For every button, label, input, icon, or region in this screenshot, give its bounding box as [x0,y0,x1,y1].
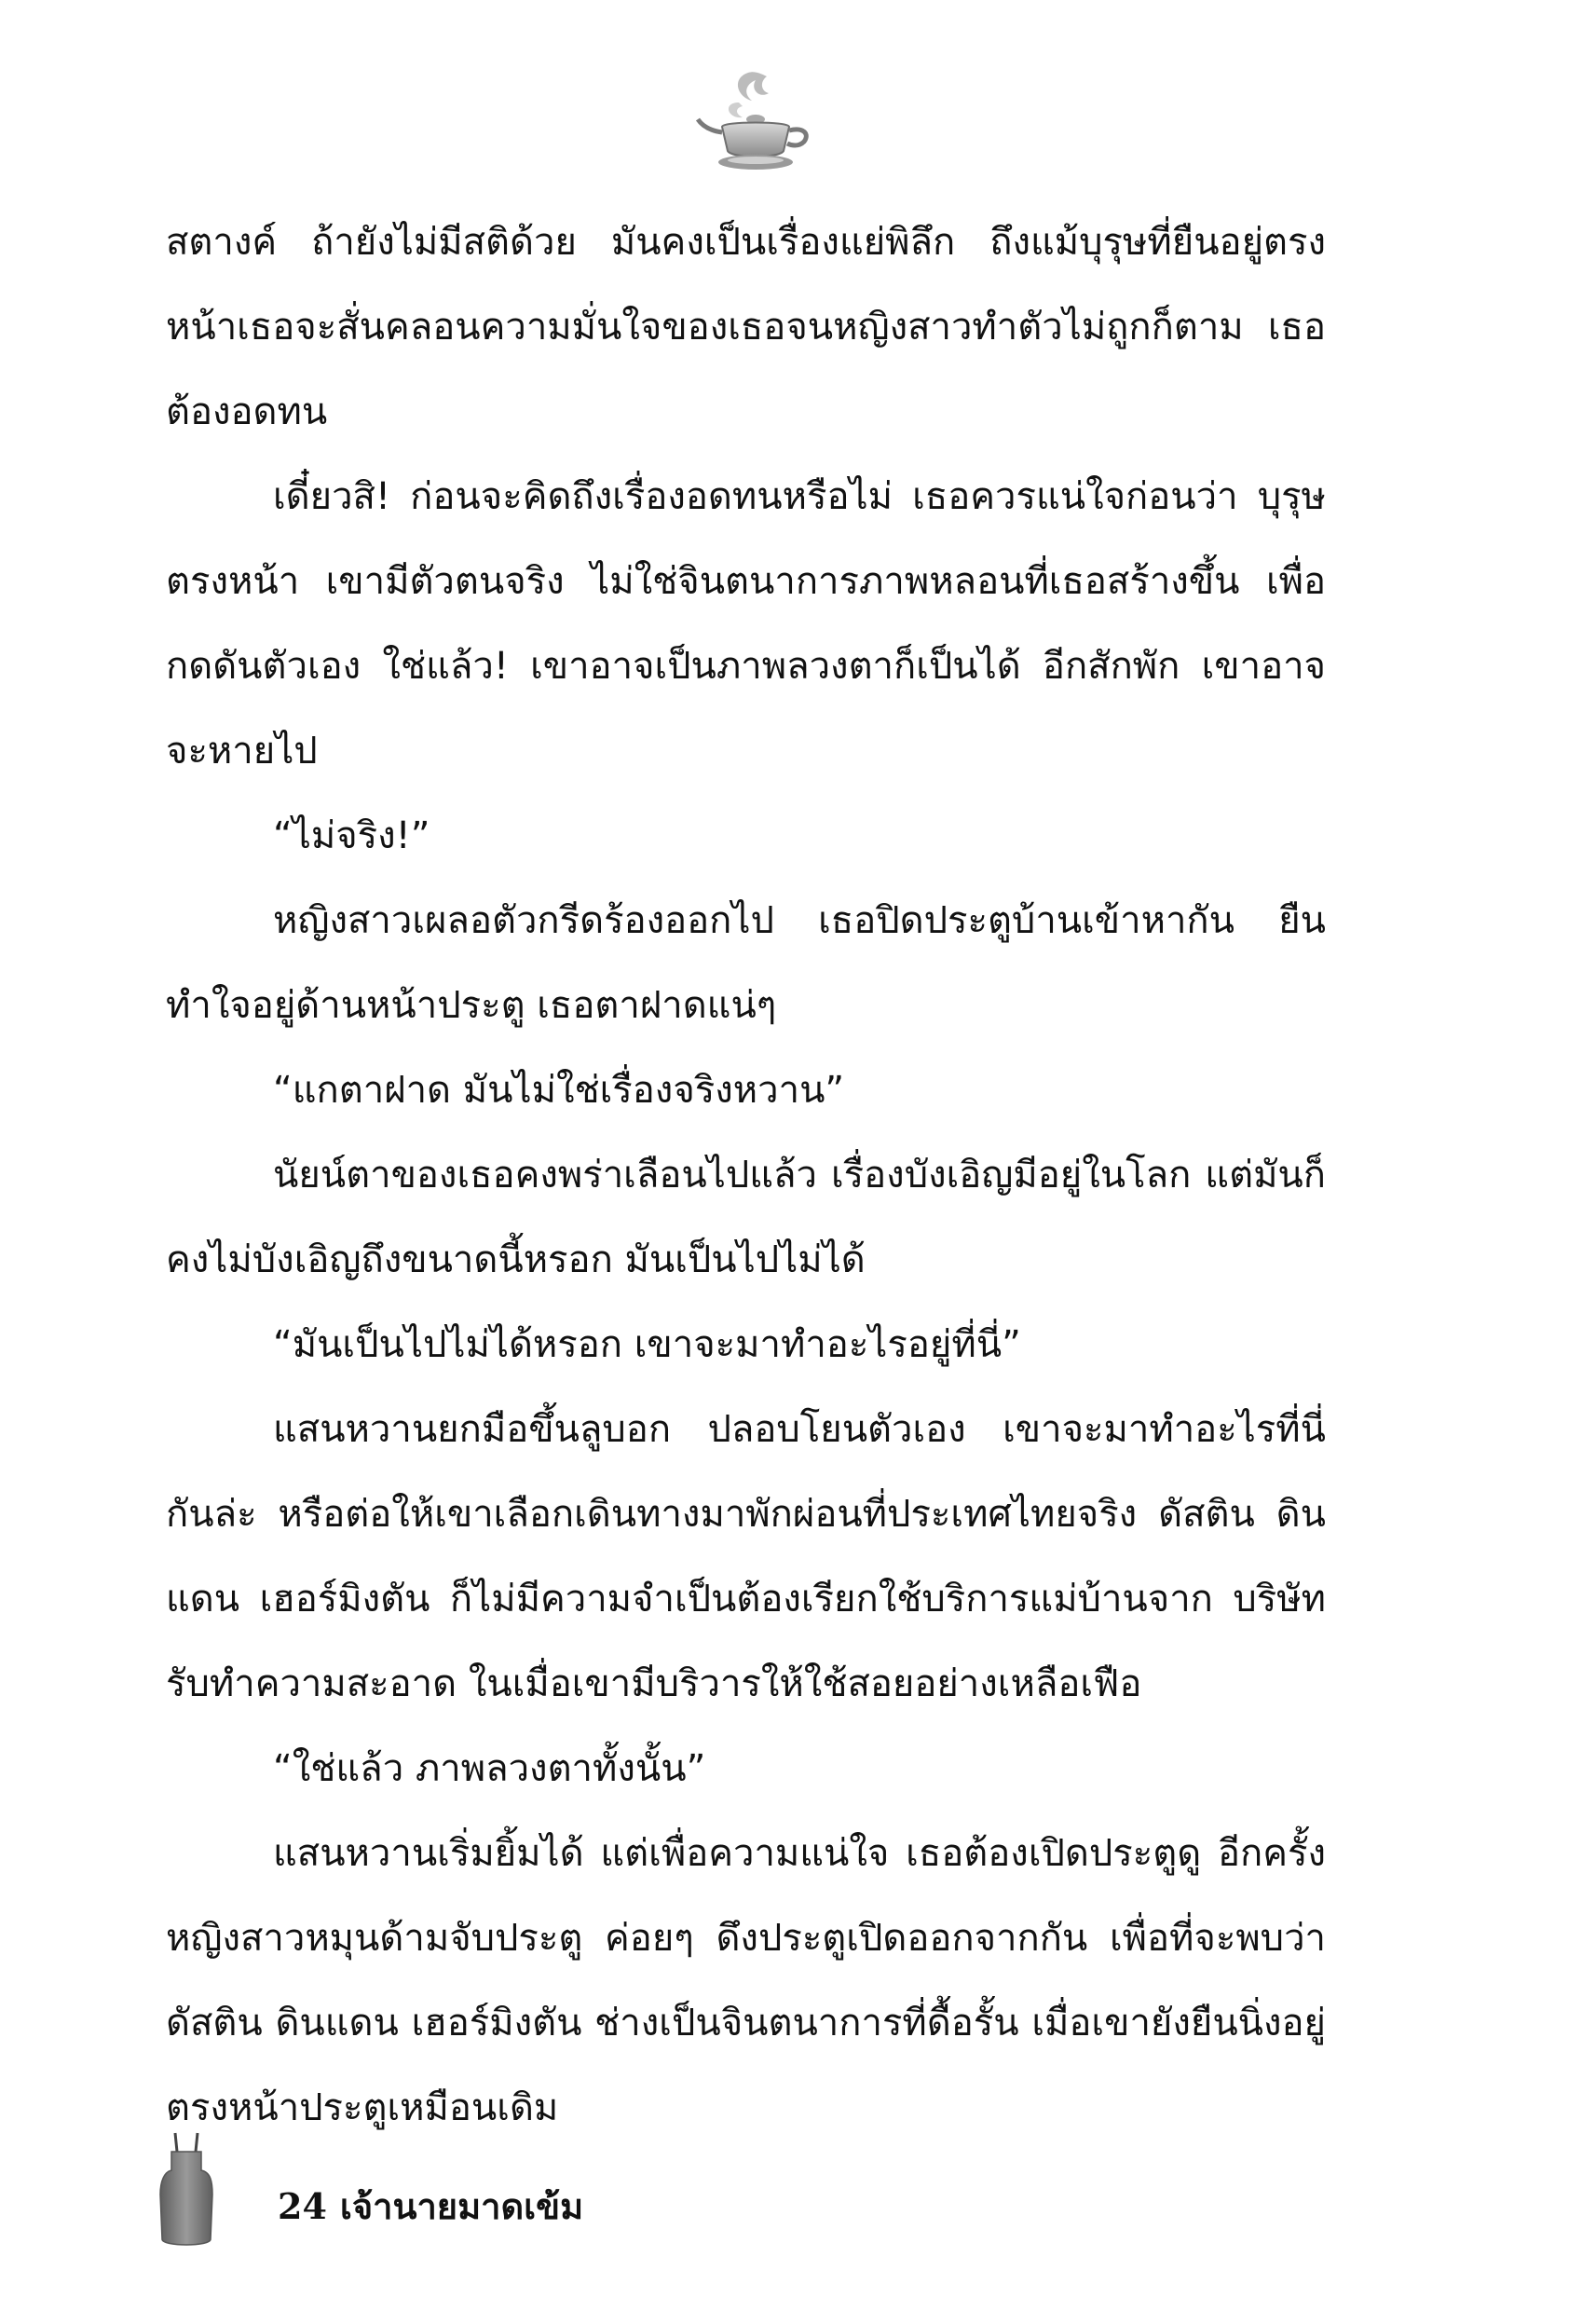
paragraph: สตางค์ ถ้ายังไม่มีสติด้วย มันคงเป็นเรื่องแย่พิลึก ถึงแม้บุรุษที่ยืนอยู่ตรงหน้าเธอจะสั่นคลอนความมั่นใจของเธอจนหญิงสาวทำตัวไม่ถูกก็ตาม เธอต้องอดทน [166,221,1326,433]
page-footer [158,2129,904,2260]
apron-icon [158,2129,214,2250]
book-title: เจ้านายมาดเข้ม [339,2185,584,2227]
page-number: 24 [278,2185,327,2227]
paragraph: “ไม่จริง!” [273,814,430,857]
paragraph: เดี๋ยวสิ! ก่อนจะคิดถึงเรื่องอดทนหรือไม่ เธอควรแน่ใจก่อนว่า บุรุษตรงหน้า เขามีตัวตนจริง ไม่ใช่จินตนาการภาพหลอนที่เธอสร้างขึ้น เพื่อกดดันตัวเอง ใช่แล้ว! เขาอาจเป็นภาพลวงตาก็เป็นได้ อีกสักพัก เขาอาจจะหายไป [166,475,1326,773]
paragraph: “มันเป็นไปไม่ได้หรอก เขาจะมาทำอะไรอยู่ที่นี่” [273,1323,1021,1366]
paragraph: “แกตาฝาด มันไม่ใช่เรื่องจริงหวาน” [273,1069,845,1112]
paragraph: แสนหวานเริ่มยิ้มได้ แต่เพื่อความแน่ใจ เธอต้องเปิดประตูดู อีกครั้ง หญิงสาวหมุนด้ามจับประตู ค่อยๆ ดึงประตูเปิดออกจากกัน เพื่อที่จะพบว่า ดัสติน ดินแดน เฮอร์มิงตัน ช่างเป็นจินตนาการที่ดื้อรั้น เมื่อเขายังยืนนิ่งอยู่ตรงหน้าประตูเหมือนเดิม [166,1832,1326,2129]
paragraph: “ใช่แล้ว ภาพลวงตาทั้งนั้น” [273,1747,706,1790]
paragraph: หญิงสาวเผลอตัวกรีดร้องออกไป เธอปิดประตูบ้านเข้าหากัน ยืนทำใจอยู่ด้านหน้าประตู เธอตาฝาดแน่ๆ [166,899,1326,1027]
teapot-lamp-icon [694,65,815,186]
story-text [166,200,1326,2139]
paragraph: แสนหวานยกมือขึ้นลูบอก ปลอบโยนตัวเอง เขาจะมาทำอะไรที่นี่ กันล่ะ หรือต่อให้เขาเลือกเดินทางมาพักผ่อนที่ประเทศไทยจริง ดัสติน ดินแดน เฮอร์มิงตัน ก็ไม่มีความจำเป็นต้องเรียกใช้บริการแม่บ้านจาก บริษัทรับทำความสะอาด ในเมื่อเขามีบริวารให้ใช้สอยอย่างเหลือเฟือ [166,1408,1326,1705]
footer-line [278,2183,596,2230]
paragraph: นัยน์ตาของเธอคงพร่าเลือนไปแล้ว เรื่องบังเอิญมีอยู่ในโลก แต่มันก็คงไม่บังเอิญถึงขนาดนี้หรอก มันเป็นไปไม่ได้ [166,1154,1326,1281]
